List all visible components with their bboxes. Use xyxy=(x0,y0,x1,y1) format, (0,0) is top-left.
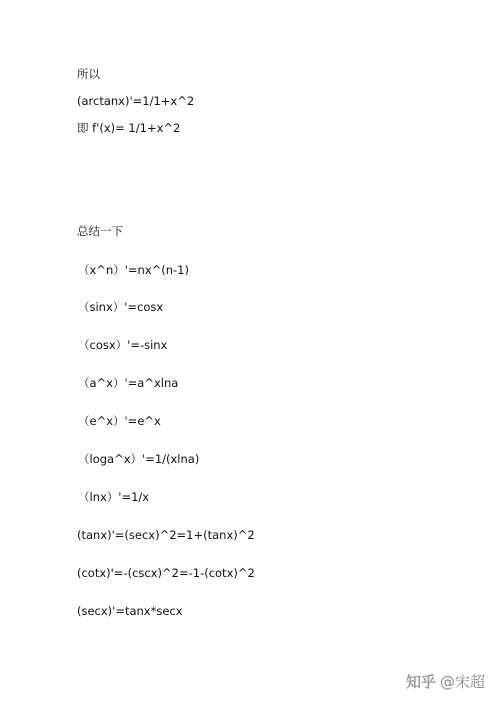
formula-power: （x^n）'=nx^(n-1) xyxy=(78,263,189,277)
zhihu-logo: 知乎 xyxy=(405,673,436,691)
formula-ln: （lnx）'=1/x xyxy=(78,490,150,504)
watermark-author: @宋超 xyxy=(439,673,485,691)
formula-exp-e: （e^x）'=e^x xyxy=(78,414,161,428)
formula-sec: (secx)'=tanx*secx xyxy=(77,604,183,618)
intro-text: 所以 xyxy=(77,67,100,81)
summary-title: 总结一下 xyxy=(77,224,123,238)
formula-sin: （sinx）'=cosx xyxy=(78,300,164,314)
formula-cos: （cosx）'=-sinx xyxy=(78,338,168,352)
zhihu-watermark xyxy=(406,671,485,692)
formula-cot: (cotx)'=-(cscx)^2=-1-(cotx)^2 xyxy=(77,566,255,580)
formula-tan: (tanx)'=(secx)^2=1+(tanx)^2 xyxy=(77,528,255,542)
formula-log: （loga^x）'=1/(xlna) xyxy=(78,452,200,466)
arctan-derivative: (arctanx)'=1/1+x^2 xyxy=(77,94,195,108)
f-prime-line: 即 f'(x)= 1/1+x^2 xyxy=(77,121,181,135)
formula-exp-a: （a^x）'=a^xlna xyxy=(78,376,179,390)
